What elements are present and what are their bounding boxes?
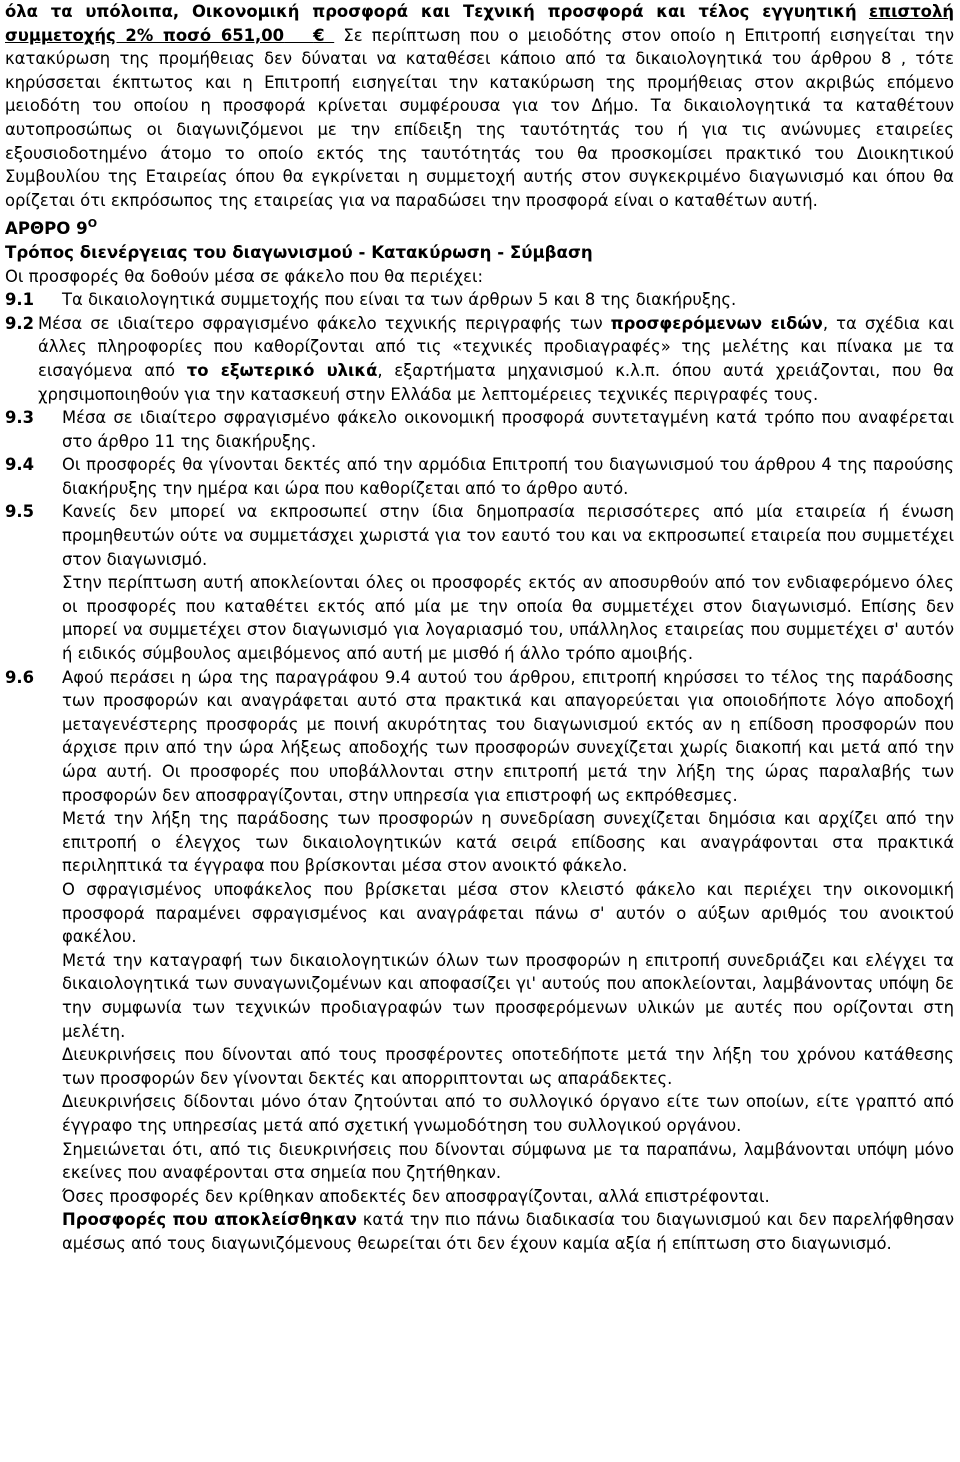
item-number: 9.6 — [5, 667, 35, 687]
article-label: ΑΡΘΡΟ $9^O$ — [5, 217, 98, 239]
list-item-9-6 — [5, 666, 954, 1256]
intro-bold-underline: επιστολή συμμετοχής 2% ποσό 651,00 — [5, 2, 954, 45]
item-number: 9.4 — [5, 455, 35, 475]
list-item-9-4 — [5, 453, 954, 500]
intro-paragraph — [5, 0, 954, 212]
item-number: 9.5 — [5, 502, 35, 522]
intro-rest: Σε περίπτωση που ο μειοδότης στον οποίο η Επιτροπή εισηγείται την κατακύρωση της προμήθειας δεν δύναται να καταθέσει κάποιο από τα δικαιολογητικά του άρθρου 8 , τότε κηρύσσεται έκπτωτος και η Επιτροπή εισηγείται την κατακύρωση της προμήθειας στον ακριβώς επόμενο μειοδότη του οποίου η προσφορά κρίνεται συμφέρουσα για τον Δήμο. Τα δικαιολογητικά τα καταθέτουν αυτοπροσώπως οι διαγωνιζόμενοι με την επίδειξη της ταυτότητάς του ή για τις ανώνυμες εταιρείες εξουσιοδοτημένο άτομο το οποίο εκτός της ταυτότητάς του θα προσκομίσει πρακτικό του Διοικητικού Συμβουλίου της Εταιρείας όπου θα εγκρίνεται η συμμετοχή αυτής στον συγκεκριμένο διαγωνισμό και όπου θα ορίζεται ότι εκπρόσωπος της εταιρείας για να παραδώσει την προσφορά είναι ο καταθέτων αυτή. — [5, 25, 954, 210]
item-text: Μέσα σε ιδιαίτερο σφραγισμένο φάκελο οικονομική προσφορά συντεταγμένη κατά τρόπο που αναφέρεται στο άρθρο 11 της διακήρυξης. — [62, 408, 954, 451]
item-number: 9.1 — [5, 290, 35, 310]
list-item-9-5 — [5, 500, 954, 665]
item-text: Κανείς δεν μπορεί να εκπροσωπεί στην ίδια δημοπρασία περισσότερες από μία εταιρεία ή ένωση προμηθευτών ούτε να συμμετάσχει χωριστά για τον εαυτό του και να εκπροσωπεί εταιρεία που συμμετέχει στον διαγωνισμό. Στην περίπτωση αυτή αποκλείονται όλες οι προσφορές εκτός αν αποσυρθούν από τον ενδιαφερόμενο όλες οι προσφορές που καταθέτει εκτός από μία με την οποία θα συμμετέχει στον διαγωνισμό. Επίσης δεν μπορεί να συμμετέχει στον διαγωνισμό για λογαριασμό του, υπάλληλος εταιρείας που συμμετέχει σ' αυτόν ή ειδικός σύμβουλος αμειβόμενος από αυτή με μισθό ή άλλο τρόπο αμοιβής. — [62, 502, 954, 664]
item-number: 9.3 — [5, 408, 35, 428]
item-text: Αφού περάσει η ώρα της παραγράφου 9.4 αυτού του άρθρου, επιτροπή κηρύσσει το τέλος της παράδοσης των προσφορών και αναγράφεται αυτό στα πρακτικά και απαγορεύεται για οποιοδήποτε λόγο αποδοχή μεταγενέστερης προσφοράς με ποινή ακυρότητας του διαγωνισμού εκτός αν η επίδοση προσφορών που άρχισε πριν από την ώρα λήξεως αποδοχής των προσφορών συνεχίζεται χωρίς διακοπή και μετά από την ώρα αυτή. Οι προσφορές που υποβάλλονται στην επιτροπή μετά την λήξη της ώρας παραλαβής των προσφορών δεν αποσφραγίζονται, στην υπηρεσία για επιστροφή ως εκπρόθεσμες. Μετά την λήξη της παράδοσης των προσφορών η συνεδρίαση συνεχίζεται δημόσια και αρχίζει από την επιτροπή ο έλεγχος των δικαιολογητικών κατά σειρά επίδοσης και αναγράφονται στα πρακτικά περιληπτικά τα έγγραφα που βρίσκονται μέσα στον ανοικτό φάκελο. Ο σφραγισμένος υποφάκελος που βρίσκεται μέσα στον κλειστό φάκελο και περιέχει την οικονομική προσφορά παραμένει σφραγισμένος και αναγράφεται πάνω σ' αυτόν ο αύξων αριθμός του ανοικτού φακέλου. Μετά την καταγραφή των δικαιολογητικών όλων των προσφορών η επιτροπή συνεδριάζει και ελέγχει τα δικαιολογητικά των συναγωνιζομένων και αποφασίζει γι' αυτούς που αποκλείονται, λαμβάνοντας υπόψη δε την συμφωνία των τεχνικών προδιαγραφών των προσφερόμενων υλικών με αυτές που ορίζονται στη μελέτη. Διευκρινήσεις που δίνονται από τους προσφέροντες οποτεδήποτε μετά την λήξη του χρόνου κατάθεσης των προσφορών δεν γίνονται δεκτές και απορριπτονται ως απαράδεκτες. Διευκρινήσεις δίδονται μόνο όταν ζητούνται από το συλλογικό όργανο είτε των οποίων, είτε γραπτό από έγγραφο της υπηρεσίας μετά από σχετική γνωμοδότηση του συλλογικού οργάνου. Σημειώνεται ότι, από τις διευκρινήσεις που δίνονται σύμφωνα με τα παραπάνω, λαμβάνονται υπόψη μόνο εκείνες που αναφέρονται στα σημεία που ζητήθηκαν. Όσες προσφορές δεν κρίθηκαν αποδεκτές δεν αποσφραγίζονται, αλλά επιστρέφονται. Προσφορές που αποκλείσθηκαν κατά την πιο πάνω διαδικασία του διαγωνισμού και δεν παρελήφθησαν αμέσως από τους διαγωνιζόμενους θεωρείται ότι δεν έχουν καμία αξία ή επίπτωση στο διαγωνισμό. — [62, 667, 954, 1253]
intro-bold-line: όλα τα υπόλοιπα, Οικονομική προσφορά και Τεχνική προσφορά και τέλος εγγυητική — [5, 2, 857, 21]
item-text: Μέσα σε ιδιαίτερο σφραγισμένο φάκελο τεχνικής περιγραφής των προσφερόμενων ειδών, τα σχέδια και άλλες πληροφορίες που καθορίζονται από τις «τεχνικές προδιαγραφές» της μελέτης και πίνακα με τα εισαγόμενα από το εξωτερικό υλικά, εξαρτήματα μηχανισμού κ.λ.π. όπου αυτά χρειάζονται, που θα χρησιμοποιηθούν για την κατασκευή στην Ελλάδα με λεπτομέρειες τεχνικές περιγραφές τους. — [38, 313, 955, 404]
article-sup: Ο — [87, 217, 98, 231]
article-title: Τρόπος διενέργειας του διαγωνισμού - Κατακύρωση - Σύμβαση — [5, 242, 593, 262]
item-number: 9.2 — [5, 313, 35, 333]
item-text: Τα δικαιολογητικά συμμετοχής που είναι τα των άρθρων 5 και 8 της διακήρυξης. — [62, 290, 737, 310]
list-item-9-3 — [5, 406, 954, 453]
currency-symbol: € — [313, 25, 325, 45]
article-lead: Οι προσφορές θα δοθούν μέσα σε φάκελο που θα περιέχει: — [5, 266, 484, 286]
list-item-9-2 — [5, 312, 954, 406]
item-text: Οι προσφορές θα γίνονται δεκτές από την αρμόδια Επιτροπή του διαγωνισμού του άρθρου 4 της παρούσης διακήρυξης την ημέρα και ώρα που καθορίζεται από το άρθρο αυτό. — [62, 455, 954, 498]
list-item-9-1 — [5, 288, 954, 312]
